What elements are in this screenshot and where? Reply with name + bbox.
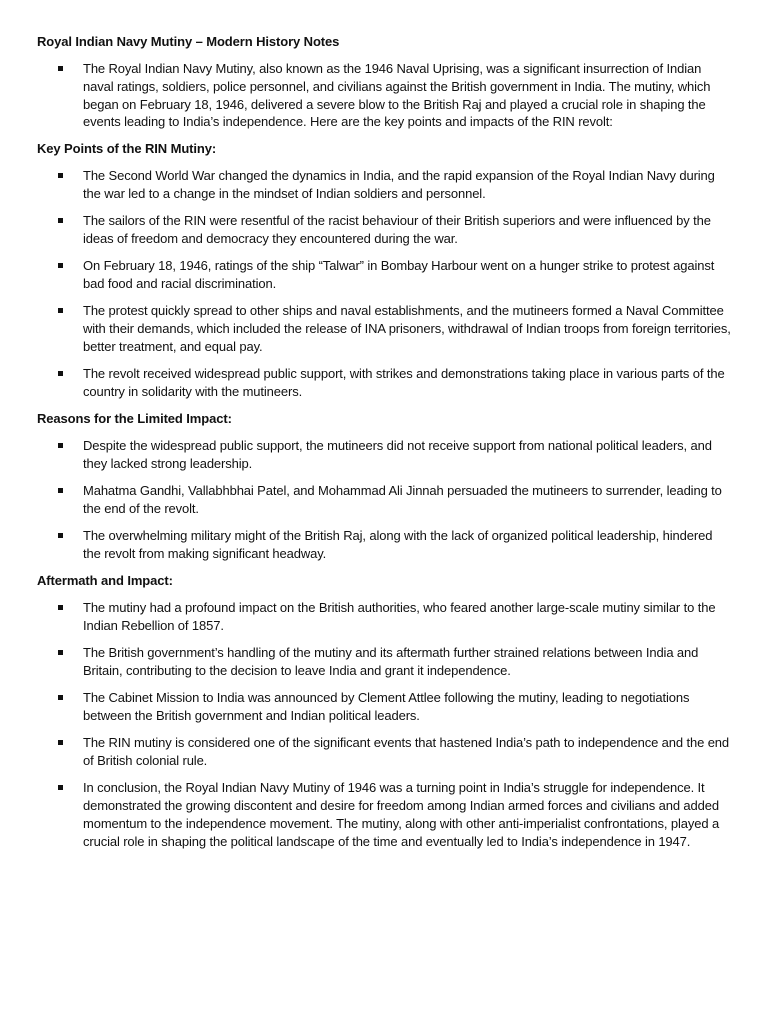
square-bullet-icon <box>58 371 63 376</box>
square-bullet-icon <box>58 263 63 268</box>
list-item <box>37 734 732 770</box>
square-bullet-icon <box>58 488 63 493</box>
list-item-text: The sailors of the RIN were resentful of the racist behaviour of their British superiors and were influenced by the ideas of freedom and democracy they encountered during the war. <box>83 213 711 247</box>
list-item-text: The Second World War changed the dynamics in India, and the rapid expansion of the Royal Indian Navy during the war led to a change in the mindset of Indian soldiers and personnel. <box>83 168 715 201</box>
list-item <box>37 689 732 725</box>
list-item-text: The Cabinet Mission to India was announced by Clement Attlee following the mutiny, leading to negotiations between the British government and Indian political leaders. <box>83 689 690 723</box>
intro-list <box>37 60 732 131</box>
list-item <box>37 482 732 518</box>
square-bullet-icon <box>58 66 63 71</box>
square-bullet-icon <box>58 443 63 448</box>
aftermath-list <box>37 599 732 851</box>
list-item <box>37 212 732 248</box>
list-item <box>37 365 732 401</box>
square-bullet-icon <box>58 605 63 610</box>
list-item-text: The overwhelming military might of the British Raj, along with the lack of organized political leadership, hindered the revolt from making significant headway. <box>83 528 713 561</box>
list-item <box>37 599 732 635</box>
key-points-list <box>37 167 732 401</box>
list-item-text: Mahatma Gandhi, Vallabhbhai Patel, and Mohammad Ali Jinnah persuaded the mutineers to surrender, leading to the end of the revolt. <box>83 483 722 516</box>
list-item-text: Despite the widespread public support, the mutineers did not receive support from national political leaders, and they lacked strong leadership. <box>83 437 712 471</box>
list-item-text: On February 18, 1946, ratings of the ship “Talwar” in Bombay Harbour went on a hunger strike to protest against bad food and racial discrimination. <box>83 258 715 292</box>
list-item-text: The revolt received widespread public support, with strikes and demonstrations taking place in various parts of the country in solidarity with the mutineers. <box>83 366 725 400</box>
list-item <box>37 302 732 355</box>
list-item-text: The mutiny had a profound impact on the British authorities, who feared another large-scale mutiny similar to the Indian Rebellion of 1857. <box>83 599 716 633</box>
list-item <box>37 60 732 131</box>
square-bullet-icon <box>58 218 63 223</box>
square-bullet-icon <box>58 785 63 790</box>
list-item <box>37 779 732 850</box>
list-item-text: The RIN mutiny is considered one of the significant events that hastened India’s path to independence and the end of British colonial rule. <box>83 735 730 768</box>
list-item-text: The protest quickly spread to other ships and naval establishments, and the mutineers formed a Naval Committee with their demands, which included the release of INA prisoners, withdrawal of Indian troops from foreign territories, better treatment, and equal pay. <box>83 303 731 355</box>
square-bullet-icon <box>58 533 63 538</box>
list-item <box>37 437 732 473</box>
list-item-text: The British government’s handling of the mutiny and its aftermath further strained relations between India and Britain, contributing to the decision to leave India and grant it independence. <box>83 644 699 678</box>
square-bullet-icon <box>58 308 63 313</box>
square-bullet-icon <box>58 650 63 655</box>
list-item <box>37 167 732 203</box>
document-title: Royal Indian Navy Mutiny – Modern History Notes <box>37 34 340 49</box>
list-item-text: The Royal Indian Navy Mutiny, also known as the 1946 Naval Uprising, was a significant insurrection of Indian naval ratings, soldiers, police personnel, and civilians against the British government in India. The mutiny, which began on February 18, 1946, delivered a severe blow to the British Raj and played a crucial role in shaping the events leading to India’s independence. Here are the key points and impacts of the RIN revolt: <box>83 61 711 130</box>
list-item-text: In conclusion, the Royal Indian Navy Mutiny of 1946 was a turning point in India’s struggle for independence. It demonstrated the growing discontent and desire for freedom among Indian armed forces and civilians and added momentum to the independence movement. The mutiny, along with other anti-imperialist confrontations, played a crucial role in shaping the political landscape of the time and eventually led to India’s independence in 1947. <box>83 780 720 849</box>
square-bullet-icon <box>58 740 63 745</box>
square-bullet-icon <box>58 695 63 700</box>
section-heading-limited-impact: Reasons for the Limited Impact: <box>37 410 232 426</box>
limited-impact-list <box>37 437 732 563</box>
section-heading-aftermath: Aftermath and Impact: <box>37 572 173 588</box>
square-bullet-icon <box>58 173 63 178</box>
list-item <box>37 527 732 563</box>
list-item <box>37 257 732 293</box>
list-item <box>37 644 732 680</box>
section-heading-key-points: Key Points of the RIN Mutiny: <box>37 141 217 157</box>
